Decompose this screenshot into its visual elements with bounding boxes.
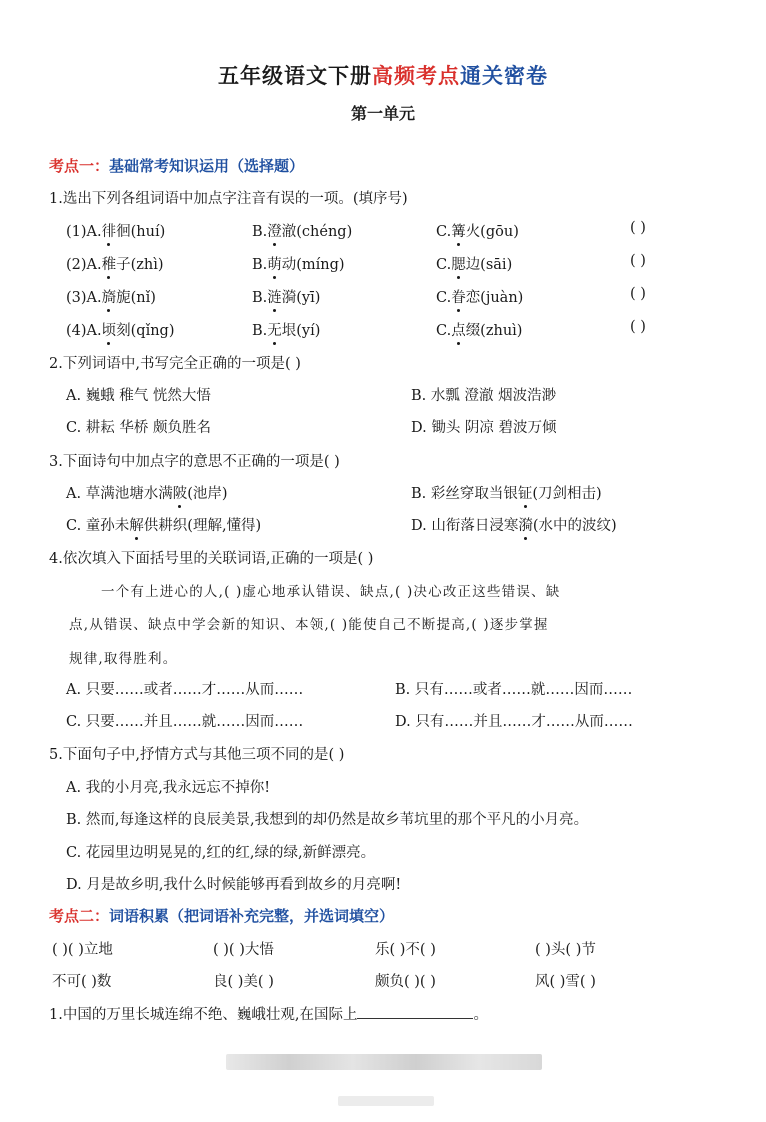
fill-sentence-1 — [49, 1003, 488, 1024]
title-part-3: 通关密卷 — [460, 64, 548, 88]
q5-option-c[interactable]: C. 花园里边明晃晃的,红的红,绿的绿,新鲜漂亮。 — [66, 845, 376, 861]
q3-option-d[interactable] — [411, 514, 617, 535]
option-gloss: (池岸) — [187, 486, 228, 502]
option-prefix: B. — [252, 224, 268, 240]
option-text: 子(zhì) — [116, 257, 164, 273]
option-text: 缀(zhuì) — [465, 323, 523, 339]
dotted-char: 稚 — [102, 253, 117, 274]
blurred-page-number — [338, 1096, 434, 1106]
blurred-footer-watermark — [226, 1054, 542, 1070]
dotted-char: 萌 — [267, 253, 282, 274]
q1-r2-a[interactable] — [66, 253, 164, 274]
option-text: 垠(yí) — [281, 323, 321, 339]
option-text: 边(sāi) — [465, 257, 513, 273]
dotted-char: 无 — [267, 319, 282, 340]
idiom-fill-blank[interactable]: ( )头( )节 — [535, 942, 596, 958]
option-text: 澈(chéng) — [281, 224, 353, 240]
option-text: 徊(huí) — [116, 224, 166, 240]
q1-r3-c[interactable] — [436, 286, 523, 307]
q1-r3-answer-blank[interactable]: ( ) — [630, 286, 646, 302]
q5-stem: 5.下面句子中,抒情方式与其他三项不同的是( ) — [49, 747, 345, 763]
q5-option-a[interactable]: A. 我的小月亮,我永远忘不掉你! — [66, 780, 271, 796]
page-title — [0, 60, 766, 90]
q3-stem: 3.下面诗句中加点字的意思不正确的一项是( ) — [49, 454, 340, 470]
option-prefix: C. — [436, 290, 452, 306]
dotted-char: 眷 — [451, 286, 466, 307]
q1-r4-answer-blank[interactable]: ( ) — [630, 319, 646, 335]
option-prefix: B. — [252, 290, 268, 306]
q4-passage-line-3: 规律,取得胜利。 — [69, 651, 178, 667]
q5-option-d[interactable]: D. 月是故乡明,我什么时候能够再看到故乡的月亮啊! — [66, 877, 402, 893]
dotted-char: 解 — [129, 514, 144, 535]
q1-r1-answer-blank[interactable]: ( ) — [630, 220, 646, 236]
option-gloss: 供耕织(理解,懂得) — [143, 518, 262, 534]
dotted-char: 点 — [451, 319, 466, 340]
fill-sentence-end: 。 — [473, 1007, 488, 1023]
idiom-fill-blank[interactable]: 风( )雪( ) — [535, 974, 596, 990]
dotted-char: 旖 — [102, 286, 117, 307]
option-gloss: (水中的波纹) — [532, 518, 617, 534]
dotted-char: 陂 — [173, 482, 188, 503]
q4-option-b[interactable]: B. 只有……或者……就……因而…… — [395, 682, 633, 698]
q1-r1-c[interactable] — [436, 220, 519, 241]
q1-r1-a[interactable] — [66, 220, 165, 241]
option-prefix: B. — [252, 323, 268, 339]
option-prefix: (3)A. — [66, 290, 102, 306]
q4-passage-line-2: 点,从错误、缺点中学会新的知识、本领,( )能使自己不断提高,( )逐步掌握 — [69, 617, 549, 633]
q1-r3-a[interactable] — [66, 286, 156, 307]
q2-stem: 2.下列词语中,书写完全正确的一项是( ) — [49, 356, 301, 372]
dotted-char: 钲 — [518, 482, 533, 503]
option-text: 旎(nǐ) — [116, 290, 156, 306]
q2-option-d[interactable]: D. 锄头 阴凉 碧波万倾 — [411, 420, 557, 436]
option-text: 火(gōu) — [465, 224, 519, 240]
option-prefix: (4)A. — [66, 323, 102, 339]
dotted-char: 腮 — [451, 253, 466, 274]
section-2-label: 考点二： — [49, 907, 110, 925]
fill-sentence-text: 1.中国的万里长城连绵不绝、巍峨壮观,在国际上 — [49, 1007, 358, 1023]
q3-option-a[interactable] — [66, 482, 228, 503]
section-1-text: 基础常考知识运用（选择题） — [109, 157, 305, 175]
q1-r2-c[interactable] — [436, 253, 512, 274]
option-prefix: B. — [252, 257, 268, 273]
q1-r2-answer-blank[interactable]: ( ) — [630, 253, 646, 269]
q1-r4-c[interactable] — [436, 319, 522, 340]
q2-option-c[interactable]: C. 耕耘 华桥 颇负胜名 — [66, 420, 212, 436]
idiom-fill-blank[interactable]: 颇负( )( ) — [375, 974, 436, 990]
q4-stem: 4.依次填入下面括号里的关联词语,正确的一项是( ) — [49, 551, 374, 567]
q1-stem: 1.选出下列各组词语中加点字注音有误的一项。(填序号) — [49, 191, 408, 207]
title-part-1: 五年级语文下册 — [218, 64, 372, 88]
dotted-char: 涟 — [267, 286, 282, 307]
q5-option-b[interactable]: B. 然而,每逢这样的良辰美景,我想到的却仍然是故乡苇坑里的那个平凡的小月亮。 — [66, 812, 589, 828]
dotted-char: 顷 — [102, 319, 117, 340]
option-text: 漪(yī) — [281, 290, 321, 306]
option-text: 动(míng) — [281, 257, 345, 273]
option-text: C. 童孙未 — [66, 518, 130, 534]
q1-r4-a[interactable] — [66, 319, 174, 340]
section-1-label: 考点一： — [49, 157, 110, 175]
dotted-char: 漪 — [518, 514, 533, 535]
q3-option-c[interactable] — [66, 514, 261, 535]
option-text: B. 彩丝穿取当银 — [411, 486, 518, 502]
option-text: A. 草满池塘水满 — [66, 486, 173, 502]
fill-sentence-answer-line[interactable] — [357, 1004, 473, 1019]
q1-r1-b[interactable] — [252, 220, 352, 241]
q2-option-a[interactable]: A. 巍蛾 稚气 恍然大悟 — [66, 388, 211, 404]
dotted-char: 篝 — [451, 220, 466, 241]
q4-option-c[interactable]: C. 只要……并且……就……因而…… — [66, 714, 304, 730]
option-prefix: C. — [436, 323, 452, 339]
q1-r2-b[interactable] — [252, 253, 345, 274]
q4-passage-line-1: 一个有上进心的人,( )虚心地承认错误、缺点,( )决心改正这些错误、缺 — [101, 584, 561, 600]
option-text: 刻(qǐng) — [116, 323, 175, 339]
idiom-fill-blank[interactable]: ( )( )大悟 — [213, 942, 274, 958]
section-1-heading — [49, 155, 304, 176]
idiom-fill-blank[interactable]: 良( )美( ) — [213, 974, 274, 990]
q1-r4-b[interactable] — [252, 319, 320, 340]
section-2-text: 词语积累（把词语补充完整，并选词填空） — [109, 907, 395, 925]
option-text: 恋(juàn) — [465, 290, 524, 306]
idiom-fill-blank[interactable]: ( )( )立地 — [52, 942, 113, 958]
option-prefix: (1)A. — [66, 224, 102, 240]
option-prefix: (2)A. — [66, 257, 102, 273]
dotted-char: 澄 — [267, 220, 282, 241]
option-text: D. 山衔落日浸寒 — [411, 518, 519, 534]
title-part-2: 高频考点 — [372, 64, 460, 88]
unit-subtitle: 第一单元 — [350, 104, 415, 123]
q3-option-b[interactable] — [411, 482, 602, 503]
option-gloss: (刀剑相击) — [532, 486, 602, 502]
option-prefix: C. — [436, 224, 452, 240]
option-prefix: C. — [436, 257, 452, 273]
dotted-char: 徘 — [102, 220, 117, 241]
q4-option-d[interactable]: D. 只有……并且……才……从而…… — [395, 714, 633, 730]
q2-option-b[interactable]: B. 水瓢 澄澈 烟波浩渺 — [411, 388, 557, 404]
idiom-fill-blank[interactable]: 不可( )数 — [52, 974, 112, 990]
q1-r3-b[interactable] — [252, 286, 320, 307]
idiom-fill-blank[interactable]: 乐( )不( ) — [375, 942, 436, 958]
q4-option-a[interactable]: A. 只要……或者……才……从而…… — [66, 682, 304, 698]
section-2-heading — [49, 905, 394, 926]
